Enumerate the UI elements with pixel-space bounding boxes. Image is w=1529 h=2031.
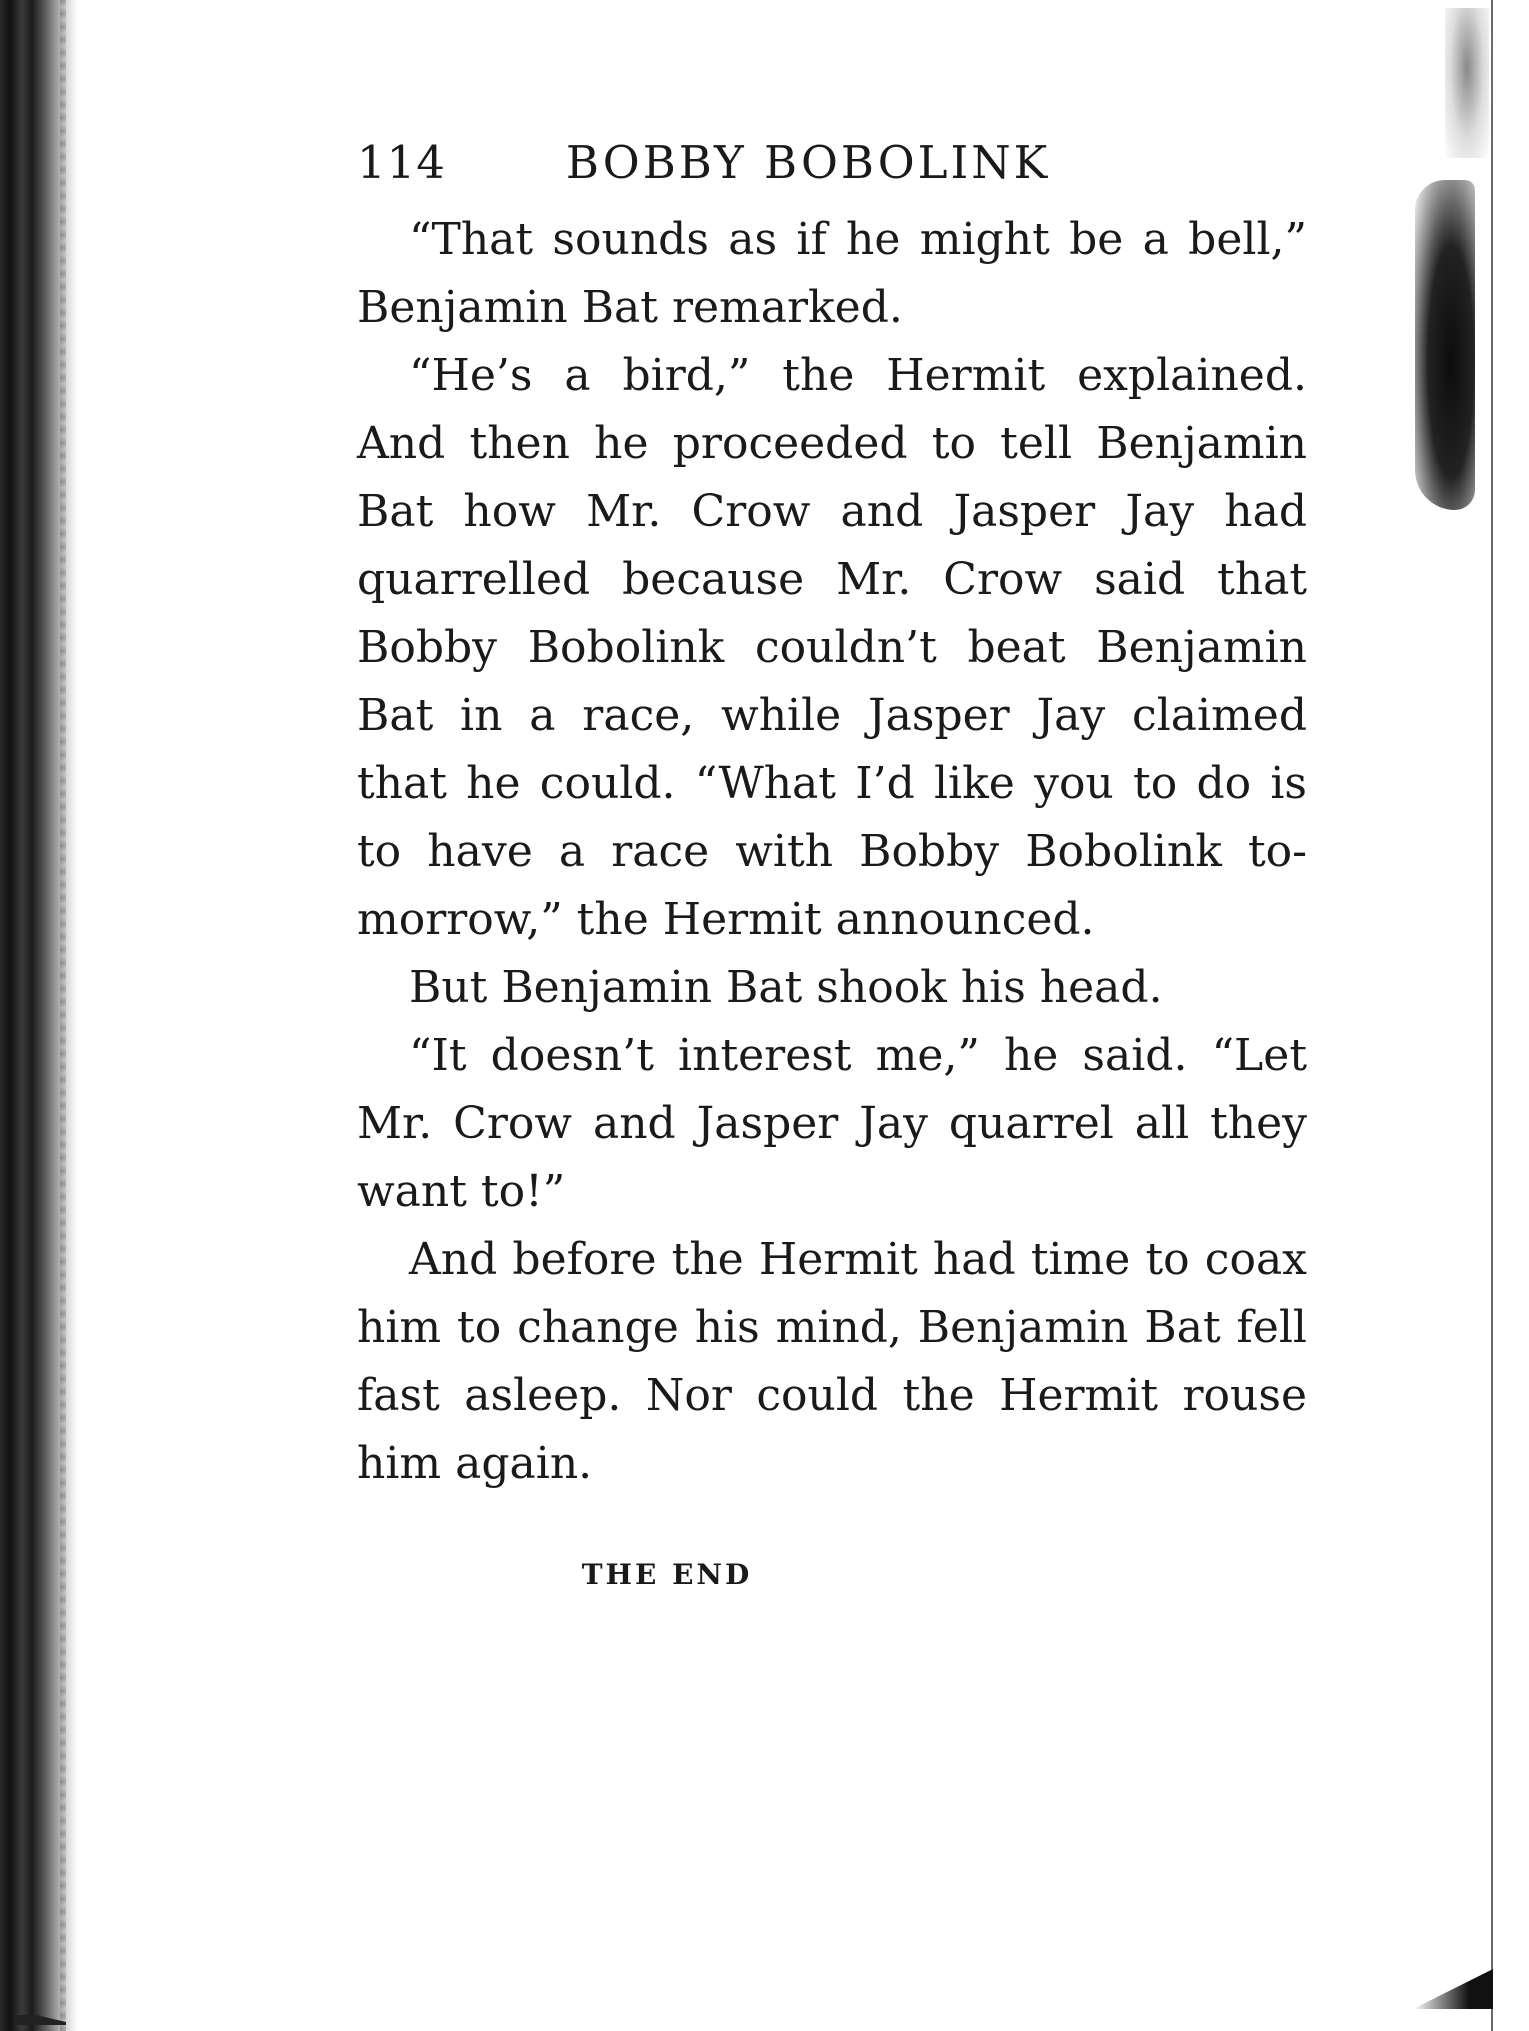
the-end: THE END xyxy=(581,1558,753,1591)
book-title: BOBBY BOBOLINK xyxy=(565,136,1051,189)
running-head xyxy=(357,128,1307,198)
scan-artifact-bottom-right xyxy=(1413,1969,1493,2009)
book-page xyxy=(357,128,1307,1591)
paragraph: But Benjamin Bat shook his head. xyxy=(409,962,1163,1013)
paragraph: And before the Hermit had time to coax him to change his mind, Benjamin Bat fell fast asleep. Nor could the Hermit rouse him again. xyxy=(357,1234,1307,1489)
scan-artifact-blot xyxy=(1415,180,1475,510)
paragraph: “He’s a bird,” the Hermit explained. And then he proceeded to tell Benjamin Bat how Mr. Crow and Jasper Jay had quarrelled because Mr. Crow said that Bobby Bobolink couldn’t beat Benjamin Bat in a race, while Jasper Jay claimed that he could. “What I’d like you to do is to have a race with Bobby Bobolink to-morrow,” the Hermit announced. xyxy=(357,350,1307,945)
paragraph: “It doesn’t interest me,” he said. “Let Mr. Crow and Jasper Jay quarrel all they want to!” xyxy=(357,1030,1307,1217)
binding-shadow xyxy=(0,0,78,2031)
body-text xyxy=(357,206,1307,1498)
scan-artifact-top-right xyxy=(1445,8,1489,158)
page-edge-right xyxy=(1419,0,1529,2031)
paragraph: “That sounds as if he might be a bell,” Benjamin Bat remarked. xyxy=(357,214,1307,333)
page-number: 114 xyxy=(357,136,446,189)
page-edge-line xyxy=(1491,0,1493,2031)
